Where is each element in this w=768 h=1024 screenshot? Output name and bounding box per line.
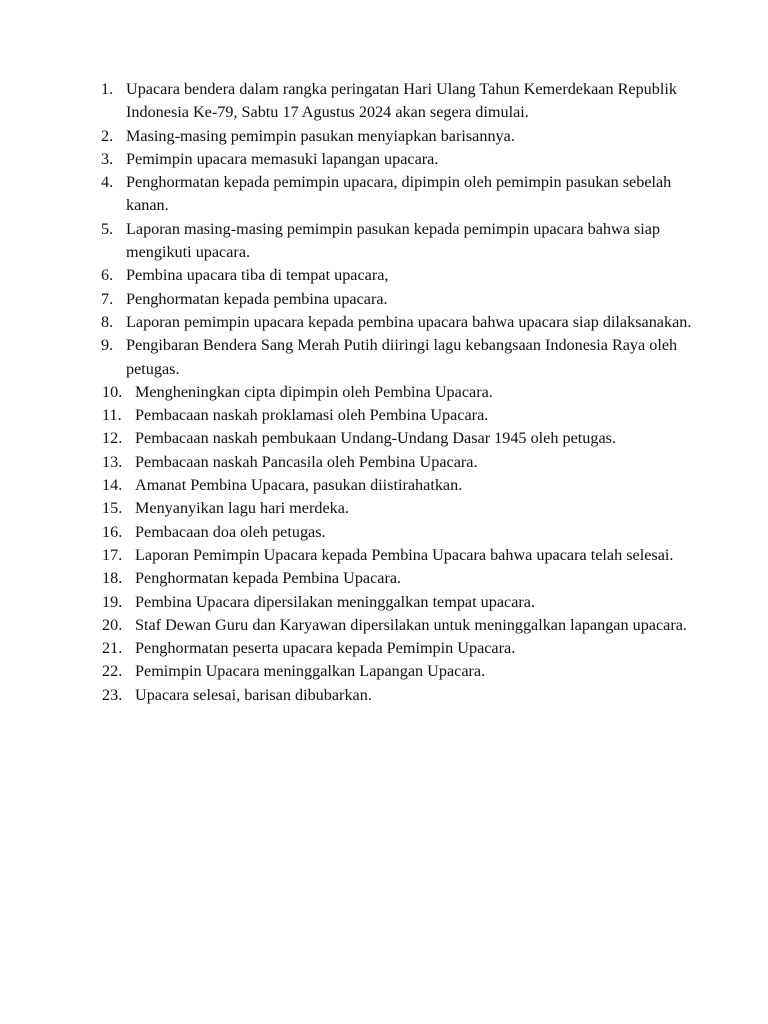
item-number: 11. bbox=[102, 406, 122, 425]
list-item bbox=[101, 427, 701, 450]
item-number: 10. bbox=[102, 382, 123, 401]
item-text: Masing-masing pemimpin pasukan menyiapkan barisannya. bbox=[126, 126, 515, 145]
list-item bbox=[101, 264, 701, 287]
item-number: 8. bbox=[101, 312, 114, 331]
item-number: 6. bbox=[101, 266, 114, 285]
item-number: 14. bbox=[102, 476, 123, 495]
item-number: 2. bbox=[101, 126, 114, 145]
list-item bbox=[101, 171, 701, 218]
list-item bbox=[101, 125, 701, 148]
item-text: Penghormatan kepada pemimpin upacara, dipimpin oleh pemimpin pasukan sebelah kanan. bbox=[126, 173, 672, 215]
item-text: Amanat Pembina Upacara, pasukan diistirahatkan. bbox=[135, 476, 463, 495]
ceremony-agenda-list bbox=[101, 78, 701, 707]
item-number: 5. bbox=[101, 219, 114, 238]
item-number: 22. bbox=[102, 662, 123, 681]
list-item bbox=[101, 148, 701, 171]
item-number: 19. bbox=[102, 592, 123, 611]
list-item bbox=[101, 614, 701, 637]
list-item bbox=[101, 544, 701, 567]
item-number: 16. bbox=[102, 522, 123, 541]
list-item bbox=[101, 218, 701, 265]
item-text: Upacara bendera dalam rangka peringatan Hari Ulang Tahun Kemerdekaan Republik Indonesia Ke-79, Sabtu 17 Agustus 2024 akan segera dimulai. bbox=[126, 80, 677, 122]
item-text: Penghormatan kepada Pembina Upacara. bbox=[135, 569, 402, 588]
item-text: Pemimpin upacara memasuki lapangan upacara. bbox=[126, 149, 439, 168]
list-item bbox=[101, 521, 701, 544]
item-text: Pembacaan naskah proklamasi oleh Pembina Upacara. bbox=[135, 406, 489, 425]
item-text: Pembacaan naskah Pancasila oleh Pembina Upacara. bbox=[135, 452, 478, 471]
item-text: Pemimpin Upacara meninggalkan Lapangan Upacara. bbox=[135, 662, 486, 681]
item-number: 18. bbox=[102, 569, 123, 588]
list-item bbox=[101, 404, 701, 427]
item-text: Pembina upacara tiba di tempat upacara, bbox=[126, 266, 389, 285]
item-number: 7. bbox=[101, 289, 114, 308]
list-item bbox=[101, 78, 701, 125]
list-item bbox=[101, 497, 701, 520]
list-item bbox=[101, 381, 701, 404]
list-item bbox=[101, 591, 701, 614]
item-text: Mengheningkan cipta dipimpin oleh Pembina Upacara. bbox=[135, 382, 493, 401]
item-number: 17. bbox=[102, 545, 123, 564]
item-number: 9. bbox=[101, 336, 114, 355]
item-number: 13. bbox=[102, 452, 123, 471]
list-item bbox=[101, 567, 701, 590]
item-text: Upacara selesai, barisan dibubarkan. bbox=[135, 685, 372, 704]
item-text: Laporan masing-masing pemimpin pasukan kepada pemimpin upacara bahwa siap mengikuti upacara. bbox=[126, 219, 661, 262]
item-number: 1. bbox=[101, 80, 114, 98]
list-item bbox=[101, 474, 701, 497]
item-number: 23. bbox=[102, 685, 123, 704]
list-item bbox=[101, 660, 701, 683]
item-text: Pembacaan doa oleh petugas. bbox=[135, 522, 326, 541]
item-number: 4. bbox=[101, 173, 114, 192]
item-text: Pembacaan naskah pembukaan Undang-Undang Dasar 1945 oleh petugas. bbox=[135, 429, 616, 448]
item-number: 15. bbox=[102, 499, 123, 518]
item-number: 20. bbox=[102, 615, 123, 634]
list-item bbox=[101, 684, 701, 707]
item-text: Menyanyikan lagu hari merdeka. bbox=[135, 499, 349, 518]
item-text: Penghormatan peserta upacara kepada Pemimpin Upacara. bbox=[135, 639, 516, 658]
item-text: Pengibaran Bendera Sang Merah Putih diiringi lagu kebangsaan Indonesia Raya oleh petugas. bbox=[126, 336, 678, 378]
item-text: Staf Dewan Guru dan Karyawan dipersilakan untuk meninggalkan lapangan upacara. bbox=[135, 615, 687, 634]
item-text: Laporan Pemimpin Upacara kepada Pembina Upacara bahwa upacara telah selesai. bbox=[135, 545, 674, 564]
list-item bbox=[101, 451, 701, 474]
list-item bbox=[101, 311, 701, 334]
item-number: 21. bbox=[102, 639, 123, 658]
list-item bbox=[101, 288, 701, 311]
item-number: 3. bbox=[101, 149, 114, 168]
item-text: Pembina Upacara dipersilakan meninggalkan tempat upacara. bbox=[135, 592, 536, 611]
item-number: 12. bbox=[102, 429, 123, 448]
item-text: Penghormatan kepada pembina upacara. bbox=[126, 289, 388, 308]
item-text: Laporan pemimpin upacara kepada pembina upacara bahwa upacara siap dilaksanakan. bbox=[126, 312, 692, 331]
list-item bbox=[101, 637, 701, 660]
list-item bbox=[101, 334, 701, 381]
